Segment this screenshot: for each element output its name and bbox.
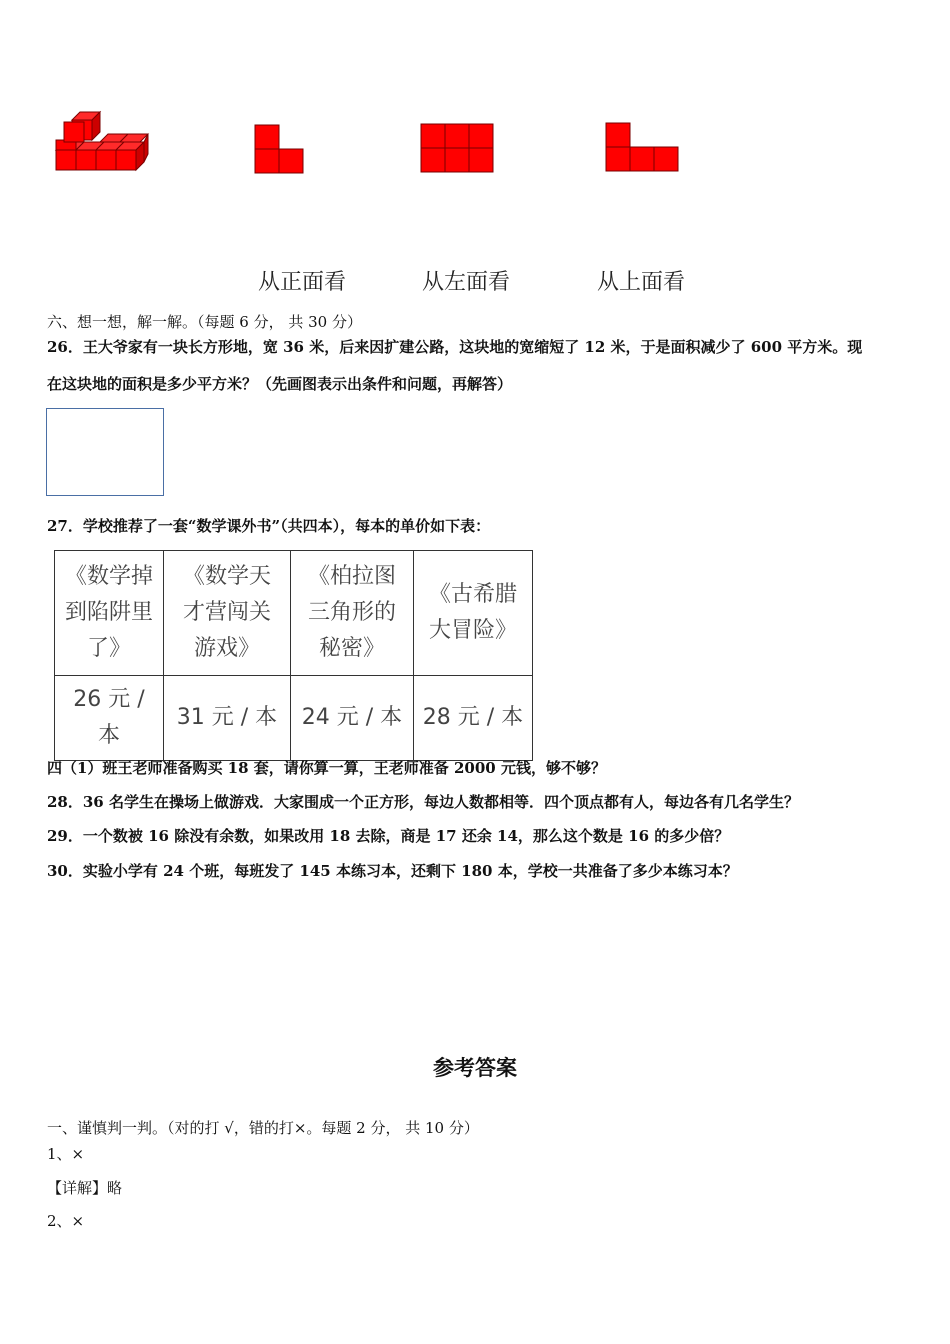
book-2-line-2: 才营闯关	[182, 600, 271, 625]
book-3-line-1: 《柏拉图	[307, 564, 396, 589]
answer-1-detail: 【详解】略	[47, 1179, 123, 1197]
q26-line1: 26．王大爷家有一块长方形地，宽 36 米，后来因扩建公路，这块地的宽缩短了 12 米，于是面积减少了 600 平方米。现	[47, 338, 863, 356]
q26-line2: 在这块地的面积是多少平方米？（先画图表示出条件和问题，再解答）	[47, 375, 513, 393]
book-2-cell	[164, 551, 291, 676]
top-view-figure	[605, 122, 681, 174]
book-4-line-1: 《古希腊	[428, 582, 517, 607]
front-view-label: 从正面看	[258, 270, 347, 295]
q28-text: 28．36 名学生在操场上做游戏．大家围成一个正方形，每边人数都相等．四个顶点都有人，每边各有几名学生？	[47, 793, 799, 811]
book-3-cell	[291, 551, 414, 676]
book-3-line-2: 三角形的	[307, 600, 396, 625]
book-4-line-2: 大冒险》	[428, 618, 517, 643]
price-cell-4: 28 元 / 本	[414, 676, 533, 761]
book-1-line-3: 了》	[86, 636, 131, 661]
answers-section-1-heading: 一、谨慎判一判。（对的打 √，错的打×。每题 2 分， 共 10 分）	[47, 1119, 479, 1137]
book-4-cell	[414, 551, 533, 676]
book-2-line-1: 《数学天	[182, 564, 271, 589]
book-3-line-3: 秘密》	[318, 636, 385, 661]
price-cell-2: 31 元 / 本	[164, 676, 291, 761]
book-1-cell	[55, 551, 164, 676]
book-1-line-2: 到陷阱里	[64, 600, 153, 625]
q27-intro: 27．学校推荐了一套“数学课外书”（共四本），每本的单价如下表：	[47, 517, 491, 535]
book-price-table	[54, 550, 533, 761]
book-2-line-3: 游戏》	[193, 636, 260, 661]
answer-1: 1、×	[47, 1145, 85, 1163]
cube-figure-3d	[50, 108, 154, 186]
section-6-heading: 六、想一想，解一解。（每题 6 分， 共 30 分）	[47, 313, 362, 331]
answer-2: 2、×	[47, 1212, 85, 1230]
left-view-figure	[420, 123, 496, 175]
price-cell-1: 26 元 / 本	[55, 676, 164, 761]
book-names-row	[55, 551, 533, 676]
left-view-label: 从左面看	[422, 270, 511, 295]
q27-question: 四（1）班王老师准备购买 18 套，请你算一算，王老师准备 2000 元钱，够不够？	[47, 759, 606, 777]
book-prices-row	[55, 676, 533, 761]
q30-text: 30．实验小学有 24 个班，每班发了 145 本练习本，还剩下 180 本，学校一共准备了多少本练习本？	[47, 862, 738, 880]
drawing-box	[46, 408, 164, 496]
q29-text: 29．一个数被 16 除没有余数，如果改用 18 去除，商是 17 还余 14，那么这个数是 16 的多少倍？	[47, 827, 730, 845]
price-cell-3: 24 元 / 本	[291, 676, 414, 761]
top-view-label: 从上面看	[597, 270, 686, 295]
front-view-figure	[254, 124, 306, 176]
answers-title: 参考答案	[433, 1056, 517, 1080]
book-1-line-1: 《数学掉	[64, 564, 153, 589]
